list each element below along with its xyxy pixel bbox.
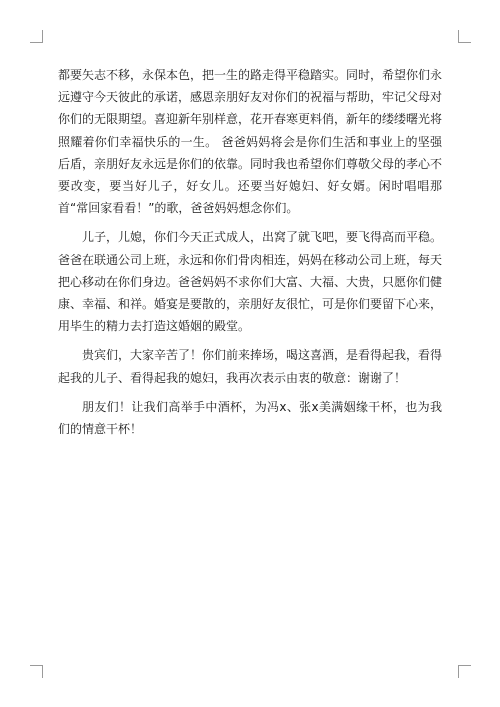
crop-mark-top-right: [458, 30, 471, 43]
paragraph-3: 贵宾们，大家辛苦了！你们前来捧场，喝这喜酒，是看得起我，看得起我的儿子、看得起我的媳妇，我再次表示由衷的敬意：谢谢了！: [58, 348, 443, 385]
document-body: [58, 64, 442, 447]
crop-mark-bottom-left: [30, 665, 43, 678]
crop-mark-bottom-right: [458, 665, 471, 678]
paragraph-4: 朋友们！让我们高举手中酒杯，为冯x、张x美满姻缘干杯，也为我们的情意干杯！: [58, 399, 442, 437]
paragraph-1: 都要矢志不移，永保本色，把一生的路走得平稳踏实。同时，希望你们永远遵守今天彼此的承诺，感恩亲朋好友对你们的祝福与帮助，牢记父母对你们的无限期望。喜迎新年别样意，花开春寒更料俏，新年的缕缕曙光将照耀着你们幸福快乐的一生。 爸爸妈妈将会是你们生活和事业上的坚强后盾，亲朋好友永远是你们的依靠。同时我也希望你们尊敬父母的孝心不要改变，要当好儿子，好女儿。还要当好媳妇、好女婿。闲时唱唱那首“常回家看看！”的歌，爸爸妈妈想念你们。: [58, 68, 443, 216]
paragraph-2: 儿子，儿媳，你们今天正式成人，出窝了就飞吧，要飞得高而平稳。爸爸在联通公司上班，永远和你们骨肉相连，妈妈在移动公司上班，每天把心移动在你们身边。爸爸妈妈不求你们大富、大福、大贵，只愿你们健康、幸福、和祥。婚宴是要散的，亲朋好友很忙，可是你们要留下心来，用毕生的精力去打造这婚姻的殿堂。: [58, 230, 443, 334]
crop-mark-top-left: [30, 30, 43, 43]
